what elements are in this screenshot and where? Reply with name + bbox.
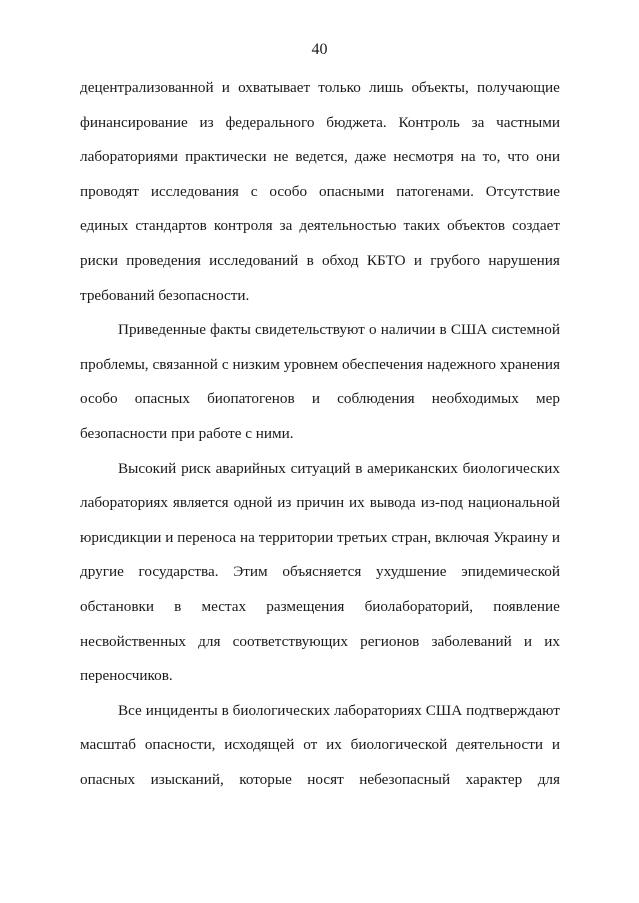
text-line: обстановки в местах размещения биолабораторий, появление: [80, 597, 560, 615]
text-line: единых стандартов контроля за деятельностью таких объектов создает: [80, 217, 560, 235]
text-line: несвойственных для соответствующих регионов заболеваний и их: [80, 632, 560, 650]
text-line: требований безопасности.: [80, 286, 250, 304]
text-line: финансирование из федерального бюджета. Контроль за частными: [80, 113, 560, 131]
text-line: децентрализованной и охватывает только лишь объекты, получающие: [80, 79, 560, 96]
text-line: проблемы, связанной с низким уровнем обеспечения надежного хранения: [80, 355, 560, 373]
text-line: безопасности при работе с ними.: [80, 424, 294, 442]
text-line: особо опасных биопатогенов и соблюдения необходимых мер: [80, 390, 560, 408]
page-number: 40: [311, 41, 328, 58]
text-line: Все инциденты в биологических лабораториях США подтверждают: [118, 701, 560, 719]
text-line: лабораториях является одной из причин их вывода из-под национальной: [80, 494, 560, 512]
text-line: опасных изысканий, которые носят небезопасный характер для: [80, 770, 560, 788]
text-line: переносчиков.: [80, 667, 173, 685]
text-line: масштаб опасности, исходящей от их биологической деятельности и: [80, 736, 560, 754]
text-line: лабораториями практически не ведется, даже несмотря на то, что они: [80, 148, 560, 166]
text-line: Высокий риск аварийных ситуаций в американских биологических: [118, 459, 560, 477]
text-line: Приведенные факты свидетельствуют о наличии в США системной: [118, 321, 560, 339]
text-line: риски проведения исследований в обход КБТО и грубого нарушения: [80, 251, 560, 269]
body-text: [80, 77, 560, 803]
text-line: другие государства. Этим объясняется ухудшение эпидемической: [80, 563, 560, 581]
text-line: проводят исследования с особо опасными патогенами. Отсутствие: [80, 182, 560, 200]
text-line: юрисдикции и переноса на территории третьих стран, включая Украину и: [80, 528, 560, 546]
